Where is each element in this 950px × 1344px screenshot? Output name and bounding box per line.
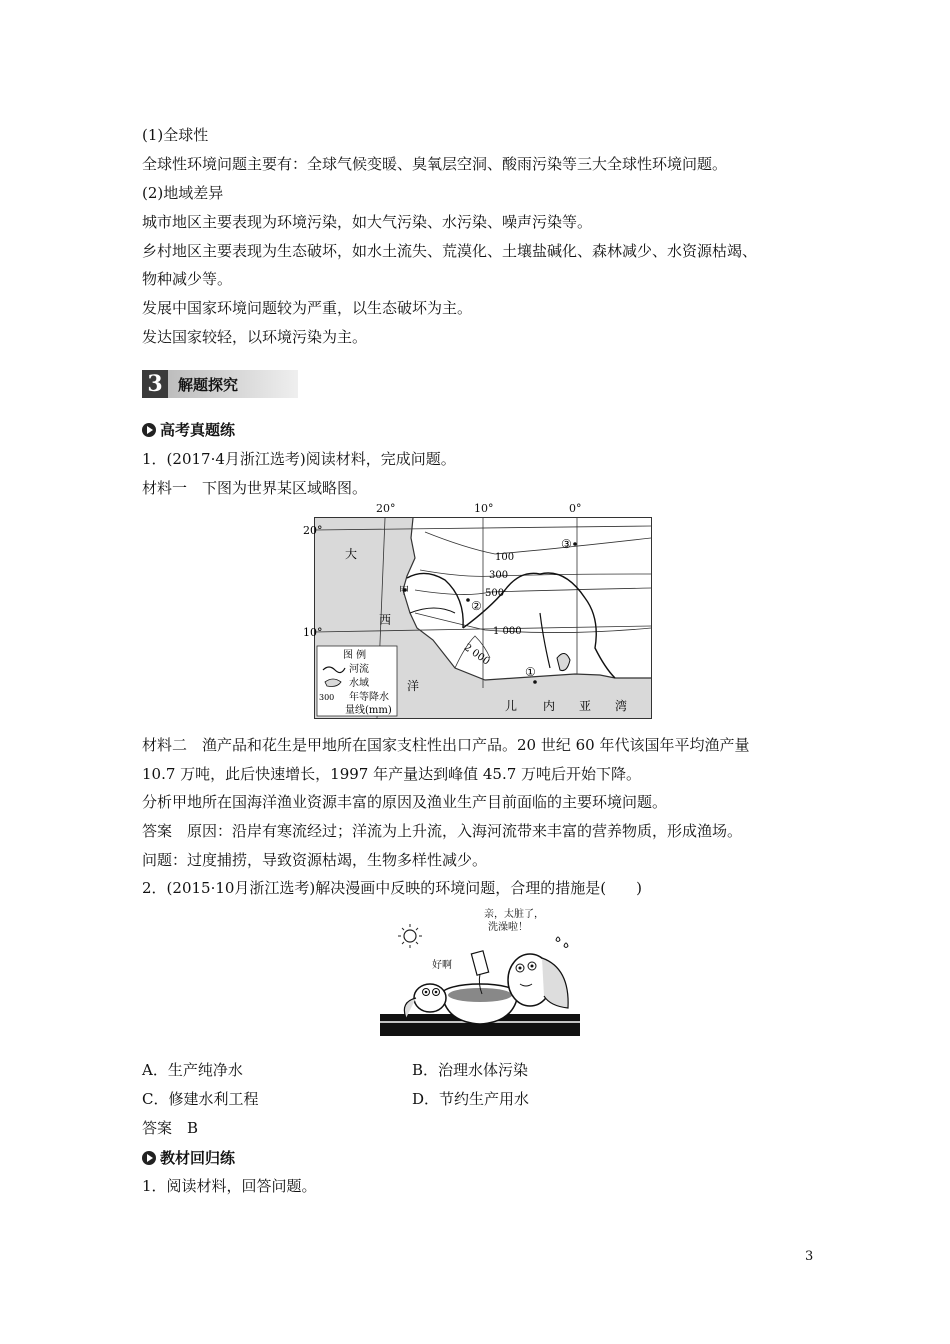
map-ocean-char: 洋 (407, 679, 420, 693)
map-gulf-char: 内 (543, 699, 556, 713)
legend-river: 河流 (349, 664, 369, 675)
map-ocean-char: 大 (345, 547, 358, 561)
isohyet-label: 300 (489, 570, 509, 581)
cartoon-illustration (380, 909, 580, 1048)
legend-isohyet-a: 年等降水 (349, 692, 389, 703)
speech-right-b: 洗澡啦！ (488, 922, 528, 933)
isohyet-label: 100 (495, 552, 515, 563)
option-a: A．生产纯净水 (142, 1061, 243, 1079)
paragraph-rural: 乡村地区主要表现为生态破坏，如水土流失、荒漠化、土壤盐碱化、森林减少、水资源枯竭、 (142, 242, 758, 260)
paragraph-developed: 发达国家较轻，以环境污染为主。 (142, 328, 368, 346)
map-marker-jia: 甲 (399, 586, 409, 597)
map-gulf-char: 湾 (615, 699, 628, 713)
paragraph-developing: 发展中国家环境问题较为严重，以生态破坏为主。 (142, 299, 473, 317)
section-number: 3 (142, 370, 168, 398)
question-1-material-2a: 材料二 渔产品和花生是甲地所在国家支柱性出口产品。20 世纪 60 年代该国年平均渔产量 (142, 736, 750, 754)
play-triangle-icon (142, 1151, 156, 1165)
legend-water: 水域 (349, 678, 369, 689)
map-ocean-char: 西 (379, 613, 392, 627)
question-1-answer-a: 答案 原因：沿岸有寒流经过；洋流为上升流，入海河流带来丰富的营养物质，形成渔场。 (142, 822, 743, 840)
play-triangle-icon (142, 423, 156, 437)
isohyet-label: 2 000 (461, 642, 492, 668)
question-1-material-1: 材料一 下图为世界某区域略图。 (142, 479, 368, 497)
paragraph-global-heading: (1)全球性 (142, 126, 209, 144)
question-1-stem: 1．(2017·4月浙江选考)阅读材料，完成问题。 (142, 450, 456, 468)
map-lon-10: 10° (474, 502, 494, 515)
legend-title: 图 例 (343, 650, 367, 661)
region-map-svg (303, 518, 651, 718)
map-gulf-char: 亚 (579, 699, 592, 713)
region-map (303, 517, 652, 719)
paragraph-rural-cont: 物种减少等。 (142, 270, 233, 288)
map-marker-1: ① (525, 665, 536, 679)
speech-left: 好啊 (432, 960, 452, 971)
question-2-stem: 2．(2015·10月浙江选考)解决漫画中反映的环境问题，合理的措施是( ) (142, 879, 642, 897)
page-number: 3 (805, 1249, 814, 1264)
question-2-answer: 答案 B (142, 1119, 199, 1137)
subheading-gaokao (142, 419, 235, 440)
option-b: B．治理水体污染 (412, 1061, 529, 1079)
legend-isohyet-value: 300 (319, 693, 335, 702)
map-marker-3: ③ (561, 537, 572, 551)
question-1-material-2b: 10.7 万吨，此后快速增长，1997 年产量达到峰值 45.7 万吨后开始下降。 (142, 765, 642, 783)
paragraph-urban: 城市地区主要表现为环境污染，如大气污染、水污染、噪声污染等。 (142, 213, 593, 231)
map-marker-2: ② (471, 599, 482, 613)
paragraph-global-issues: 全球性环境问题主要有：全球气候变暖、臭氧层空洞、酸雨污染等三大全球性环境问题。 (142, 155, 728, 173)
section-title: 解题探究 (168, 370, 298, 398)
paragraph-regional-heading: (2)地域差异 (142, 184, 224, 202)
question-1-answer-b: 问题：过度捕捞，导致资源枯竭，生物多样性减少。 (142, 851, 488, 869)
map-gulf-char: 儿 (505, 699, 518, 713)
map-lat-label: 10° (303, 626, 323, 639)
subheading-textbook-label: 教材回归练 (160, 1149, 236, 1167)
legend-isohyet-b: 量线(mm) (345, 705, 392, 716)
map-lon-20: 20° (376, 502, 396, 515)
subheading-textbook (142, 1147, 235, 1168)
isohyet-label: 1 000 (493, 626, 522, 637)
map-lat-label: 20° (303, 524, 323, 537)
subheading-gaokao-label: 高考真题练 (160, 421, 236, 439)
question-1-task: 分析甲地所在国海洋渔业资源丰富的原因及渔业生产目前面临的主要环境问题。 (142, 793, 668, 811)
option-c: C．修建水利工程 (142, 1090, 259, 1108)
speech-right-a: 亲，太脏了， (484, 909, 544, 920)
textbook-question-1-stem: 1．阅读材料，回答问题。 (142, 1177, 317, 1195)
section-header (142, 370, 298, 398)
map-lon-0: 0° (569, 502, 582, 515)
option-d: D．节约生产用水 (412, 1090, 530, 1108)
isohyet-label: 500 (485, 588, 505, 599)
